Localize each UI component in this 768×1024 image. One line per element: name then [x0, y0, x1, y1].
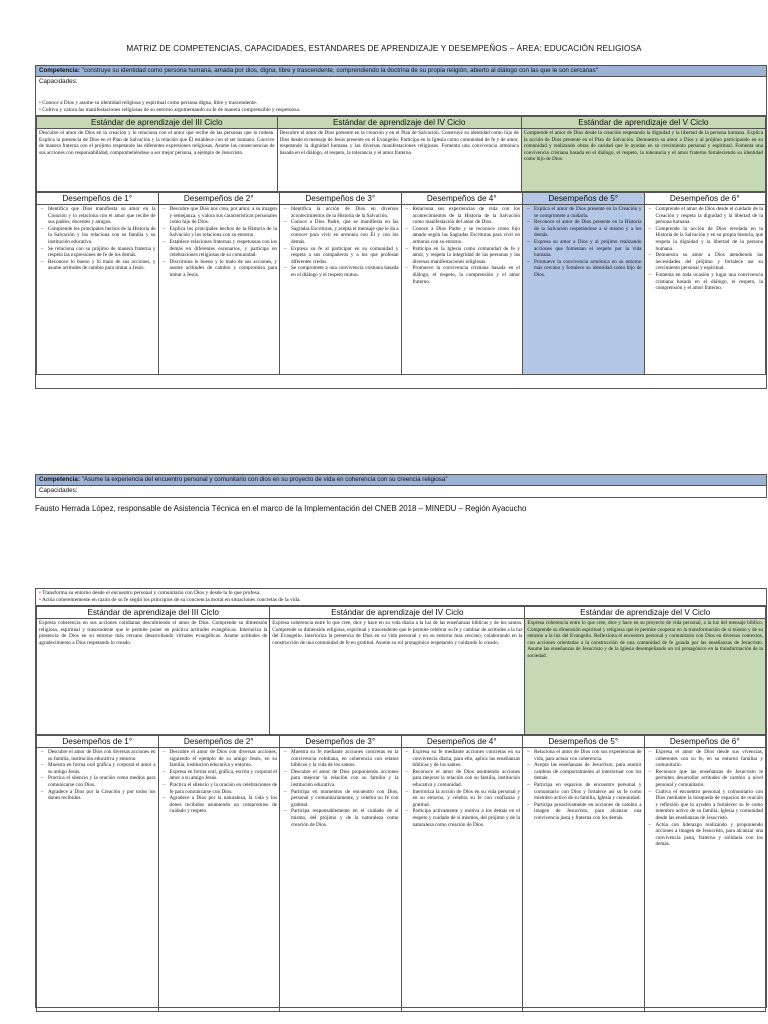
list-item: – Descubre el amor de Dios con diversas acciones, siguiendo el ejemplo de su amigo Jesús, en su familia, institución educativa y entorno.: [170, 749, 278, 769]
list-item: – Descubre que Dios nos crea, por amor, a su imagen y semejanza, y valora sus características personales como hijo de Dios.: [170, 206, 278, 226]
list-item: – Reconoce el amor de Dios asumiendo acciones para mejorar la relación con su familia, institución educativa y comunidad.: [413, 769, 521, 789]
capacidades-list-2: [36, 589, 766, 606]
desempeno-header-5: Desempeños de 5°: [523, 193, 645, 205]
desempeno-cell-3: [280, 748, 402, 1012]
capacidad-item: • Transforma su entorno desde el encuentro personal y comunitario con Dios y desde la fe que profesa.: [39, 590, 763, 597]
standard-header-iv: Estándar de aprendizaje del IV Ciclo: [270, 607, 525, 619]
list-item: – Participa activamente y motiva a los demás en el respeto y cuidado de sí mismos, del prójimo y de la naturaleza como creación de Dios.: [413, 808, 521, 828]
standard-header-v: Estándar de aprendizaje del V Ciclo: [525, 607, 766, 619]
list-item: – Reconoce el amor de Dios presente en la Historia de la Salvación respetándose a sí mismo y a los demás.: [534, 219, 642, 239]
competencia-row: [36, 66, 766, 77]
standard-header-iii: Estándar de aprendizaje del III Ciclo: [37, 117, 278, 129]
capacidades-list: [36, 86, 766, 116]
capacidades-label-2: Capacidades:: [39, 486, 78, 494]
list-item: – Conoce a Dios Padre y se reconoce como hijo amado según las Sagradas Escrituras para vivir en armonía con su entorno.: [413, 226, 521, 246]
desempeno-header-3: Desempeños de 3°: [280, 736, 402, 748]
desempeno-cell-1: [37, 205, 159, 375]
list-item: – Relaciona sus experiencias de vida con los acontecimientos de la Historia de la Salvación como manifestación del amor de Dios.: [413, 206, 521, 226]
list-item: – Interioriza la acción de Dios en su vida personal y en su entorno, y celebra su fe con confianza y gratitud.: [413, 789, 521, 809]
list-item: – Expresa su fe mediante acciones concretas en su convivencia diaria, para ello, aplica las enseñanzas bíblicas y de los santos.: [413, 749, 521, 769]
list-item: – Muestra en forma oral gráfica y corporal el amor a su amigo Jesús.: [48, 762, 156, 775]
competencia-label: Competencia:: [39, 67, 80, 74]
list-item: – Descubre el amor de Dios proponiendo acciones para mejorar la relación con su familia y la institución educativa.: [291, 769, 399, 789]
footer-credit: Fausto Herrada López, responsable de Asistencia Técnica en el marco de la Implementación del CNEB 2018 – MINEDU – Región Ayacucho: [35, 504, 527, 513]
list-item: – Explica los principales hechos de la Historia de la Salvación y los relaciona con su entorno.: [170, 226, 278, 239]
standards-table: [36, 116, 766, 192]
desempeno-cell-2: [158, 748, 280, 1012]
desempenos-table-2: [36, 735, 766, 1012]
list-item: – Demuestra su amor a Dios atendiendo las necesidades del prójimo y fortalece así su crecimiento personal y espiritual.: [656, 252, 764, 272]
list-item: – Participa en espacios de encuentro personal y comunitario con Dios y fortalece así su fe como miembro activo de su familia, Iglesia y comunidad.: [534, 782, 642, 802]
desempeno-cell-4: [401, 748, 523, 1012]
list-item: – Promueve la convivencia cristiana basada en el diálogo, el respeto, la comprensión y el amor fraterno.: [413, 265, 521, 285]
list-item: – Actúa con liderazgo realizando y proponiendo acciones a imagen de Jesucristo, para alcanzar una convivencia justa, fraterna y solidaria con los demás.: [656, 822, 764, 848]
desempeno-header-6: Desempeños de 6°: [644, 193, 766, 205]
competencia-text-2: "Asume la experiencia del encuentro personal y comunitario con dios en su proyecto de vida en coherencia con su creencia religiosa": [81, 476, 448, 483]
list-item: – Practica el silencio y la oración en celebraciones de fe para comunicarse con Dios.: [170, 782, 278, 795]
desempenos-table: [36, 192, 766, 375]
standard-text-v: Comprende el amor de Dios desde la creación respetando la dignidad y la libertad de la persona humana. Explica la acción de Dios presente en el Plan de Salvación. Demuestra su amor a Dios y al prójimo participando en su comunidad y realizando obras de caridad que le ayudan en su crecimiento personal y espiritual. Fomenta una convivencia cristiana basada en el diálogo, el respeto, la tolerancia y el amor fraterno fortaleciendo su identidad como hijo de Dios.: [521, 129, 765, 192]
desempeno-header-4: Desempeños de 4°: [401, 193, 523, 205]
desempeno-cell-2: [158, 205, 280, 375]
standard-header-v: Estándar de aprendizaje del V Ciclo: [521, 117, 765, 129]
desempeno-header-3: Desempeños de 3°: [280, 193, 402, 205]
capacidad-item: • Conoce a Dios y asume su identidad religiosa y espiritual como persona digna, libre y trascendente.: [39, 100, 763, 107]
list-item: – Relaciona el amor de Dios con sus experiencias de vida, para actuar con coherencia.: [534, 749, 642, 762]
desempeno-header-2: Desempeños de 2°: [158, 193, 280, 205]
competencia-row-2: [36, 475, 766, 486]
standard-header-iii: Estándar de aprendizaje del III Ciclo: [37, 607, 270, 619]
capacidad-item: • Actúa coherentemente en razón de su fe según los principios de su conciencia moral en situaciones concretas de la vida.: [39, 597, 763, 604]
desempeno-cell-6: [644, 748, 766, 1012]
list-item: – Participa responsablemente en el cuidado de sí mismo, del prójimo y de la naturaleza como creación de Dios.: [291, 808, 399, 828]
desempeno-header-5: Desempeños de 5°: [523, 736, 645, 748]
list-item: – Muestra su fe mediante acciones concretas en la convivencia cotidiana, en coherencia con relatos bíblicos y la vida de los santos.: [291, 749, 399, 769]
desempeno-cell-5: [523, 748, 645, 1012]
list-item: – Promueve la convivencia armónica en su entorno más cercano y fortalece su identidad como hijo de Dios.: [534, 259, 642, 279]
competency-table-2-header: [35, 474, 767, 498]
list-item: – Descubre el amor de Dios con diversas acciones en su familia, institución educativa y entorno.: [48, 749, 156, 762]
list-item: – Se relaciona con su prójimo de manera fraterna y respeta las expresiones de fe de los demás.: [48, 246, 156, 259]
desempeno-cell-4: [401, 205, 523, 375]
desempeno-header-6: Desempeños de 6°: [644, 736, 766, 748]
desempeno-header-4: Desempeños de 4°: [401, 736, 523, 748]
list-item: – Explica el amor de Dios presente en la Creación y se compromete a cuidarla.: [534, 206, 642, 219]
desempeno-cell-5: [523, 205, 645, 375]
competency-table-1: [35, 65, 767, 389]
list-item: – Comprende la acción de Dios revelada en la Historia de la Salvación y en su propia historia, que respeta la dignidad y la libertad de la persona humana.: [656, 226, 764, 252]
list-item: – Practica el silencio y la oración como medios para comunicarse con Dios.: [48, 775, 156, 788]
list-item: – Participa proactivamente en acciones de cambio a imagen de Jesucristo, para alcanzar una convivencia justa y fraterna con los demás.: [534, 802, 642, 822]
desempeno-cell-1: [37, 748, 159, 1012]
competency-table-2: [35, 588, 767, 1008]
desempeno-header-1: Desempeños de 1°: [37, 736, 159, 748]
desempeno-cell-3: [280, 205, 402, 375]
list-item: – Expresa en forma oral, gráfica, escrita y corporal el amor a su amigo Jesús.: [170, 769, 278, 782]
list-item: – Participa en momentos de encuentro con Dios, personal y comunitariamente, y celebra su fe con gratitud.: [291, 789, 399, 809]
standard-text-iii: Descubre el amor de Dios en la creación y lo relaciona con el amor que recibe de las personas que lo rodean. Explica la presencia de Dios en el Plan de Salvación y la relación que Él establece con el ser humano. Convive de manera fraterna con el prójimo respetando las diferentes expresiones religiosas. Asume las consecuencias de sus acciones con responsabilidad, comprometiéndose a ser mejor persona, a ejemplo de Jesucristo.: [37, 129, 278, 192]
standard-header-iv: Estándar de aprendizaje del IV Ciclo: [277, 117, 521, 129]
page-title: MATRIZ DE COMPETENCIAS, CAPACIDADES, ESTÁNDARES DE APRENDIZAJE Y DESEMPEÑOS – ÁREA: EDUCACIÓN RELIGIOSA: [126, 44, 642, 53]
list-item: – Expresa el amor de Dios desde sus vivencias, coherentes con su fe, en su entorno familiar y comunitario.: [656, 749, 764, 769]
list-item: – Fomenta en toda ocasión y lugar una convivencia cristiana basada en el diálogo, el respeto, la comprensión y el amor fraterno.: [656, 272, 764, 292]
desempeno-header-2: Desempeños de 2°: [158, 736, 280, 748]
list-item: – Participa en la Iglesia como comunidad de fe y amor, y respeta la integridad de las personas y las diversas manifestaciones religiosas.: [413, 246, 521, 266]
list-item: – Expresa su amor a Dios y al prójimo realizando acciones que fomentan el respeto por la vida humana.: [534, 239, 642, 259]
standard-text-iii: Expresa coherencia en sus acciones cotidianas descubriendo el amor de Dios. Comprende su dimensión religiosa, espiritual y trascendente que le permite poner en práctica actitudes evangélicas. Interioriza la presencia de Dios en su entorno más cercano desarrollando virtudes evangélicas. Asume actitudes de agradecimiento a Dios respetando lo creado.: [37, 619, 270, 735]
standard-text-v: Expresa coherencia entre lo que cree, dice y hace en su proyecto de vida personal, a la luz del mensaje bíblico. Comprende su dimensión espiritual y religiosa que le permite cooperar en la transformación de sí mismo y de su entorno a la luz del Evangelio. Reflexiona el encuentro personal y comunitario con Dios en diversos contextos, con acciones orientadas a la construcción de una comunidad de fe guiada por las enseñanzas de Jesucristo. Asume las enseñanzas de Jesucristo y de la Iglesia desempeñando un rol protagónico en la transformación de la sociedad.: [525, 619, 766, 735]
list-item: – Reconoce que las enseñanzas de Jesucristo le permiten desarrollar actitudes de cambio a nivel personal y comunitario.: [656, 769, 764, 789]
list-item: – Identifica la acción de Dios en diversos acontecimientos de la Historia de la Salvación.: [291, 206, 399, 219]
list-item: – Identifica que Dios manifiesta su amor en la Creación y lo relaciona con el amor que recibe de sus padres, docentes y amigos.: [48, 206, 156, 226]
competencia-text: "construye su identidad como persona humana, amada por dios, digna, libre y trascendente, comprendiendo la doctrina de su propia religión, abierto al diálogo con las que le son cercanas": [81, 67, 598, 74]
standards-table-2: [36, 606, 766, 735]
list-item: – Establece relaciones fraternas y respetuosas con los demás en diferentes escenarios, y participa en celebraciones religiosas de su comunidad.: [170, 239, 278, 259]
standard-text-iv: Descubre el amor de Dios presente en la creación y en el Plan de Salvación. Construye su identidad como hijo de Dios desde el mensaje de Jesús presente en el Evangelio. Participa en la Iglesia como comunidad de fe y de amor, respetando la dignidad humana y las diversas manifestaciones religiosas. Fomenta una convivencia armónica basada en el diálogo, el respeto, la tolerancia y el amor fraterno.: [277, 129, 521, 192]
list-item: – Reconoce lo bueno y lo malo de sus acciones, y asume actitudes de cambio para imitar a Jesús.: [48, 259, 156, 272]
desempeno-cell-6: [644, 205, 766, 375]
list-item: – Agradece a Dios por la Creación y por todos los dones recibidos.: [48, 789, 156, 802]
capacidades-label: Capacidades:: [39, 77, 78, 85]
standard-text-iv: Expresa coherencia entre lo que cree, dice y hace en su vida diaria a la luz de las enseñanzas bíblicas y de los santos. Comprende su dimensión religiosa, espiritual y trascendente que le permite celebrar su fe y cambiar de actitudes a la luz del Evangelio. Interioriza la presencia de Dios en su vida personal y en su entorno más cercano, colaborando en la construcción de una comunidad de fe en gratitud. Asume su rol protagónico respetando y cuidando lo creado.: [270, 619, 525, 735]
list-item: – Comprende el amor de Dios desde el cuidado de la Creación y respeta la dignidad y la libertad de la persona humana.: [656, 206, 764, 226]
desempeno-header-1: Desempeños de 1°: [37, 193, 159, 205]
list-item: – Agradece a Dios por la naturaleza, la vida y los dones recibidos asumiendo un compromiso de cuidado y respeto.: [170, 795, 278, 815]
list-item: – Discrimina lo bueno y lo malo de sus acciones, y asume actitudes de cambio y compromiso para imitar a Jesús.: [170, 259, 278, 279]
list-item: – Comprende los principales hechos de la Historia de la Salvación y los relaciona con su familia y su institución educativa.: [48, 226, 156, 246]
list-item: – Acepta las enseñanzas de Jesucristo, para asumir cambios de comportamiento al interactuar con los demás.: [534, 762, 642, 782]
list-item: – Se compromete a una convivencia cristiana basada en el diálogo y el respeto mutuo.: [291, 265, 399, 278]
competencia-label-2: Competencia:: [39, 476, 80, 483]
capacidad-item: • Cultiva y valora las manifestaciones religiosas de su entorno argumentando su fe de manera comprensible y respetuosa.: [39, 107, 763, 114]
list-item: – Cultiva el encuentro personal y comunitario con Dios mediante la búsqueda de espacios de oración y reflexión que lo ayuden a fortalecer su fe como miembro activo de su familia, Iglesia y comunidad desde las enseñanzas de Jesucristo.: [656, 789, 764, 822]
list-item: – Conoce a Dios Padre, que se manifiesta en las Sagradas Escrituras, y acepta el mensaje que le da a conocer para vivir en armonía con Él y con los demás.: [291, 219, 399, 245]
list-item: – Expresa su fe al participar en su comunidad y respeta a sus compañeros y a los que profesan diferentes credos.: [291, 246, 399, 266]
